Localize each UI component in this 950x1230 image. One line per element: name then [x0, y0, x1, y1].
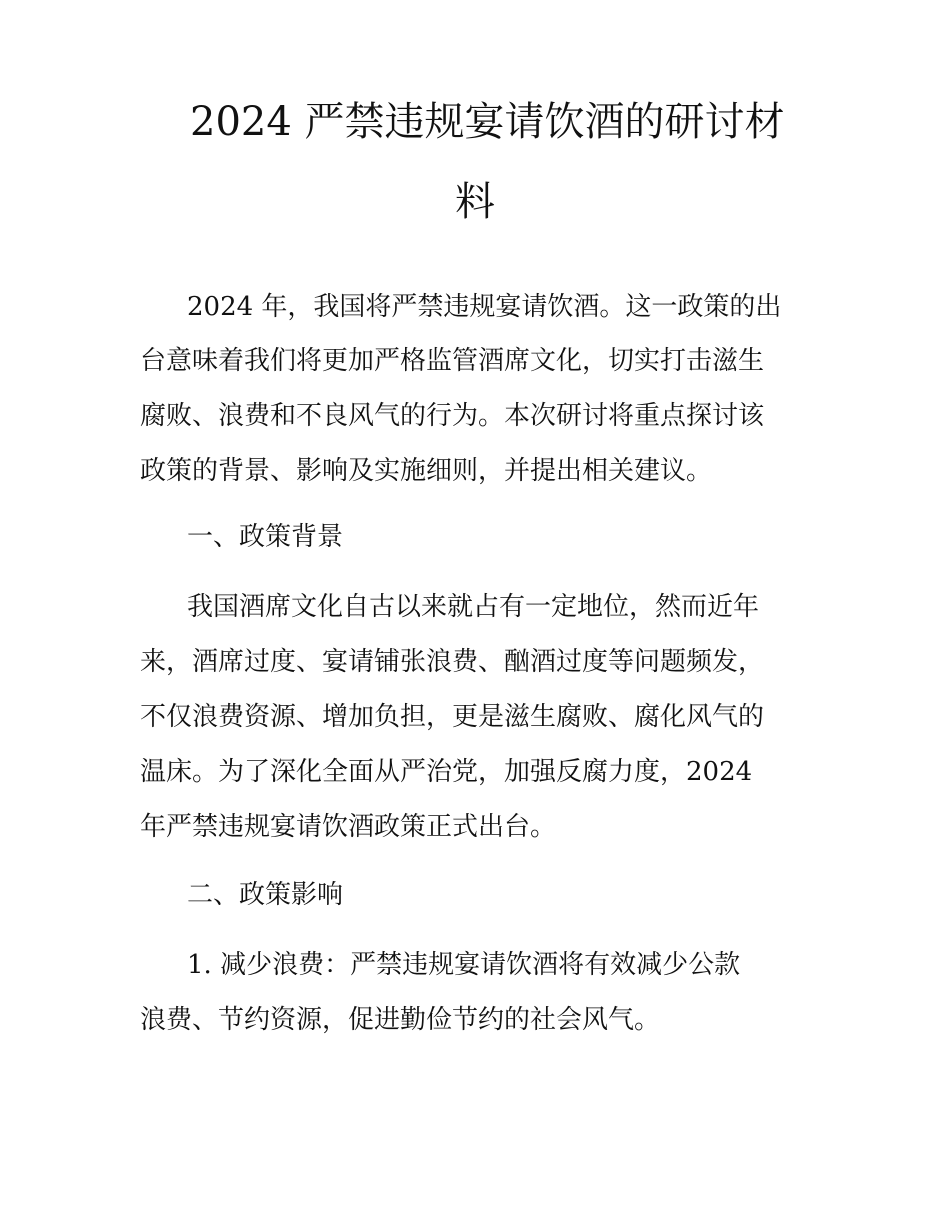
background-paragraph-line-4: 温床。为了深化全面从严治党，加强反腐力度，2024: [140, 757, 753, 787]
intro-paragraph-line-1: 2024 年，我国将严禁违规宴请饮酒。这一政策的出: [187, 292, 782, 322]
background-paragraph-line-3: 不仅浪费资源、增加负担，更是滋生腐败、腐化风气的: [140, 702, 765, 732]
intro-paragraph-line-2: 台意味着我们将更加严格监管酒席文化，切实打击滋生: [140, 346, 765, 376]
background-paragraph-line-2: 来，酒席过度、宴请铺张浪费、酗酒过度等问题频发，: [140, 647, 765, 677]
section-heading-background: 一、政策背景: [187, 522, 344, 552]
background-paragraph-line-5: 年严禁违规宴请饮酒政策正式出台。: [140, 812, 557, 842]
impact-item-1-line-1: 1. 减少浪费：严禁违规宴请饮酒将有效减少公款: [187, 950, 741, 980]
document-title-line-2: 料: [455, 179, 495, 225]
section-heading-impact: 二、政策影响: [187, 880, 344, 910]
intro-paragraph-line-3: 腐败、浪费和不良风气的行为。本次研讨将重点探讨该: [140, 401, 765, 431]
intro-paragraph-line-4: 政策的背景、影响及实施细则，并提出相关建议。: [140, 456, 713, 486]
document-title-line-1: 2024 严禁违规宴请饮酒的研讨材: [190, 99, 785, 145]
background-paragraph-line-1: 我国酒席文化自古以来就占有一定地位，然而近年: [187, 592, 760, 622]
impact-item-1-line-2: 浪费、节约资源，促进勤俭节约的社会风气。: [140, 1005, 661, 1035]
